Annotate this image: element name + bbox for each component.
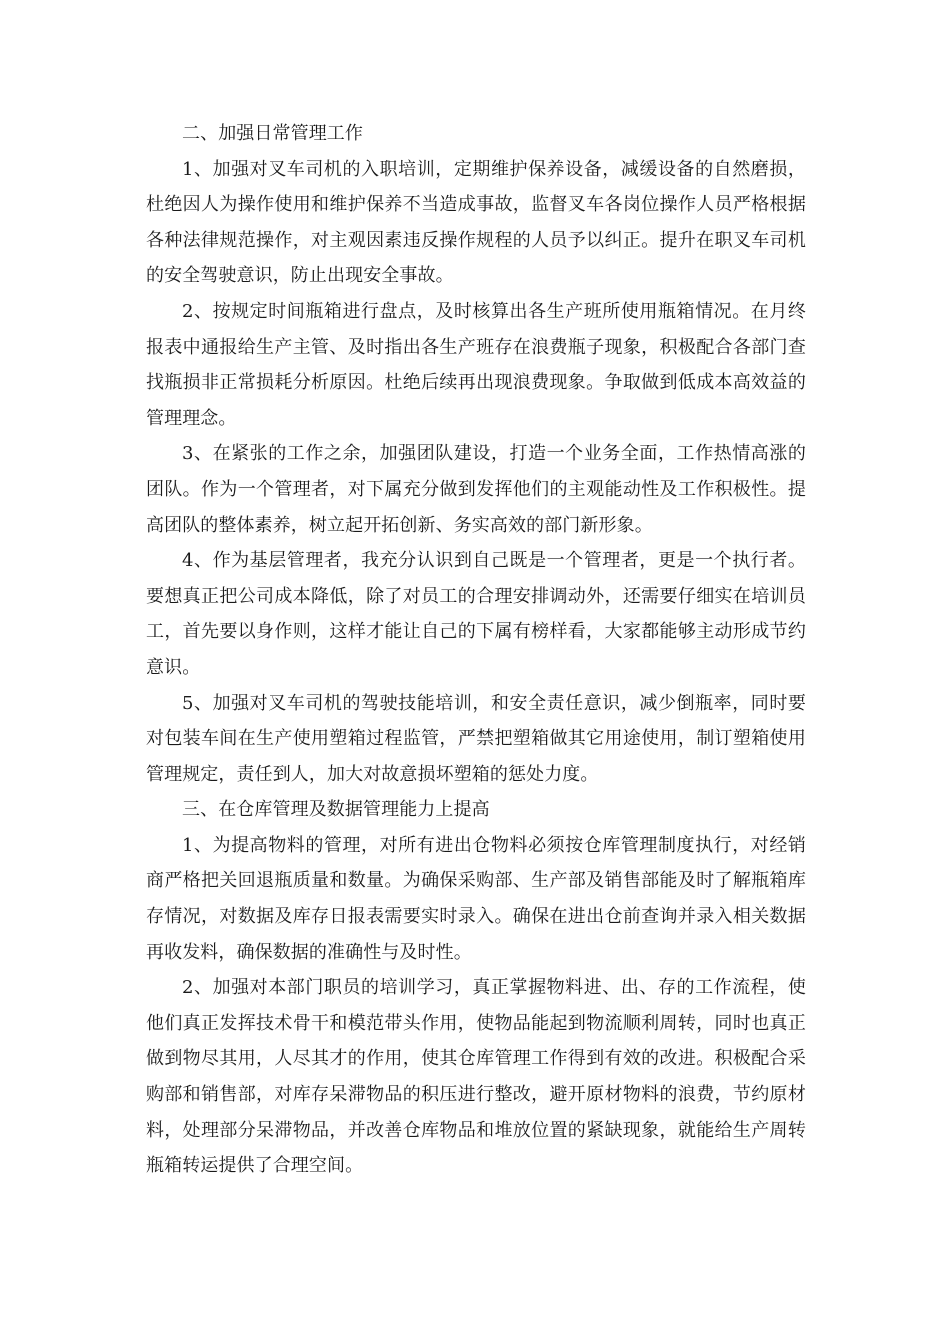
paragraph-forklift-training: 1、加强对叉车司机的入职培训，定期维护保养设备，减缓设备的自然磨损，杜绝因人为操作使用和维护保养不当造成事故，监督叉车各岗位操作人员严格根据各种法律规范操作，对主观因素违反操作规程的人员予以纠正。提升在职叉车司机的安全驾驶意识，防止出现安全事故。 (146, 158, 806, 287)
paragraph-material-management: 1、为提高物料的管理，对所有进出仓物料必须按仓库管理制度执行，对经销商严格把关回退瓶质量和数量。为确保采购部、生产部及销售部能及时了解瓶箱库存情况，对数据及库存日报表需要实时录入。确保在进出仓前查询并录入相关数据再收发料，确保数据的准确性与及时性。 (146, 834, 806, 963)
paragraph-bottle-inventory: 2、按规定时间瓶箱进行盘点，及时核算出各生产班所使用瓶箱情况。在月终报表中通报给生产主管、及时指出各生产班存在浪费瓶子现象，积极配合各部门查找瓶损非正常损耗分析原因。杜绝后续再出现浪费现象。争取做到低成本高效益的管理理念。 (146, 300, 806, 429)
section-heading-daily-management: 二、加强日常管理工作 (182, 123, 363, 144)
paragraph-grassroots-manager: 4、作为基层管理者，我充分认识到自己既是一个管理者，更是一个执行者。要想真正把公司成本降低，除了对员工的合理安排调动外，还需要仔细实在培训员工，首先要以身作则，这样才能让自己的下属有榜样看，大家都能够主动形成节约意识。 (146, 550, 806, 678)
section-heading-warehouse-data: 三、在仓库管理及数据管理能力上提高 (182, 799, 490, 821)
paragraph-staff-training: 2、加强对本部门职员的培训学习，真正掌握物料进、出、存的工作流程，使他们真正发挥技术骨干和模范带头作用，使物品能起到物流顺利周转，同时也真正做到物尽其用，人尽其才的作用，使其仓库管理工作得到有效的改进。积极配合采购部和销售部，对库存呆滞物品的积压进行整改，避开原材物料的浪费，节约原材料，处理部分呆滞物品，并改善仓库物品和堆放位置的紧缺现象，就能给生产周转瓶箱转运提供了合理空间。 (146, 977, 806, 1177)
document-body (146, 116, 806, 1184)
paragraph-team-building: 3、在紧张的工作之余，加强团队建设，打造一个业务全面，工作热情高涨的团队。作为一个管理者，对下属充分做到发挥他们的主观能动性及工作积极性。提高团队的整体素养，树立起开拓创新、务实高效的部门新形象。 (146, 443, 806, 536)
paragraph-driving-skills: 5、加强对叉车司机的驾驶技能培训，和安全责任意识，减少倒瓶率，同时要对包装车间在生产使用塑箱过程监管，严禁把塑箱做其它用途使用，制订塑箱使用管理规定，责任到人，加大对故意损坏塑箱的惩处力度。 (146, 692, 806, 785)
